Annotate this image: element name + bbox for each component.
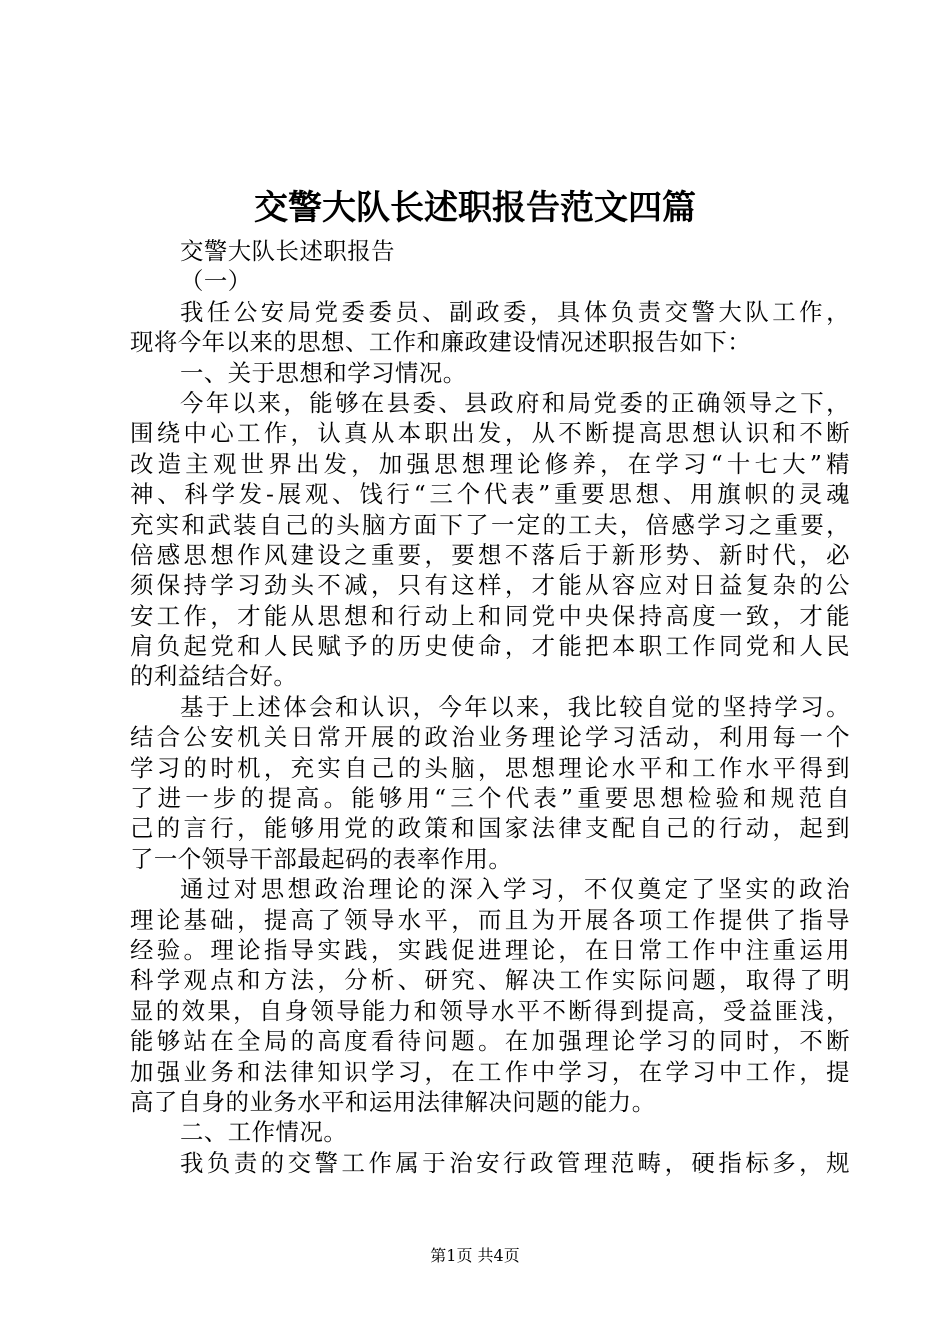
text-line: 己的言行，能够用党的政策和国家法律支配自己的行动，起到 (130, 814, 850, 843)
text-line: 通过对思想政治理论的深入学习，不仅奠定了坚实的政治 (180, 875, 850, 904)
text-line: 理论基础，提高了领导水平，而且为开展各项工作提供了指导 (130, 905, 850, 934)
text-line: 现将今年以来的思想、工作和廉政建设情况述职报告如下： (130, 328, 752, 357)
text-line: 了一个领导干部最起码的表率作用。 (130, 844, 513, 873)
text-line: 高了自身的业务水平和运用法律解决问题的能力。 (130, 1087, 656, 1116)
text-line: 经验。理论指导实践，实践促进理论，在日常工作中注重运用 (130, 935, 850, 964)
text-line: 充实和武装自己的头脑方面下了一定的工夫，倍感学习之重要， (130, 510, 850, 539)
text-line: （一） (180, 267, 252, 296)
text-line: 加强业务和法律知识学习，在工作中学习，在学习中工作，提 (130, 1057, 850, 1086)
text-line: 围绕中心工作，认真从本职出发，从不断提高思想认识和不断 (130, 419, 850, 448)
page-footer: 第1页 共4页 (430, 1246, 520, 1265)
document-title: 交警大队长述职报告范文四篇 (254, 188, 696, 228)
text-line: 一、关于思想和学习情况。 (180, 358, 467, 387)
text-line: 了进一步的提高。能够用“三个代表”重要思想检验和规范自 (130, 784, 850, 813)
text-line: 倍感思想作风建设之重要，要想不落后于新形势、新时代，必 (130, 540, 850, 569)
text-line: 须保持学习劲头不减，只有这样，才能从容应对日益复杂的公 (130, 571, 850, 600)
text-line: 学习的时机，充实自己的头脑，思想理论水平和工作水平得到 (130, 753, 850, 782)
text-line: 肩负起党和人民赋予的历史使命，才能把本职工作同党和人民 (130, 632, 850, 661)
text-line: 基于上述体会和认识，今年以来，我比较自觉的坚持学习。 (180, 692, 850, 721)
text-line: 我负责的交警工作属于治安行政管理范畴，硬指标多，规 (180, 1148, 850, 1177)
text-line: 的利益结合好。 (130, 662, 298, 691)
text-line: 结合公安机关日常开展的政治业务理论学习活动，利用每一个 (130, 723, 850, 752)
text-line: 今年以来，能够在县委、县政府和局党委的正确领导之下， (180, 388, 850, 417)
text-line: 改造主观世界出发，加强思想理论修养，在学习“十七大”精 (130, 449, 850, 478)
text-line: 显的效果，自身领导能力和领导水平不断得到提高，受益匪浅， (130, 996, 850, 1025)
text-line: 我任公安局党委委员、副政委，具体负责交警大队工作， (180, 297, 850, 326)
text-line: 神、科学发-展观、饯行“三个代表”重要思想、用旗帜的灵魂 (130, 480, 850, 509)
text-line: 二、工作情况。 (180, 1118, 348, 1147)
text-line: 安工作，才能从思想和行动上和同党中央保持高度一致，才能 (130, 601, 850, 630)
text-line: 交警大队长述职报告 (180, 237, 396, 265)
text-line: 能够站在全局的高度看待问题。在加强理论学习的同时，不断 (130, 1027, 850, 1056)
document-body (130, 236, 850, 1178)
text-line: 科学观点和方法，分析、研究、解决工作实际问题，取得了明 (130, 966, 850, 995)
